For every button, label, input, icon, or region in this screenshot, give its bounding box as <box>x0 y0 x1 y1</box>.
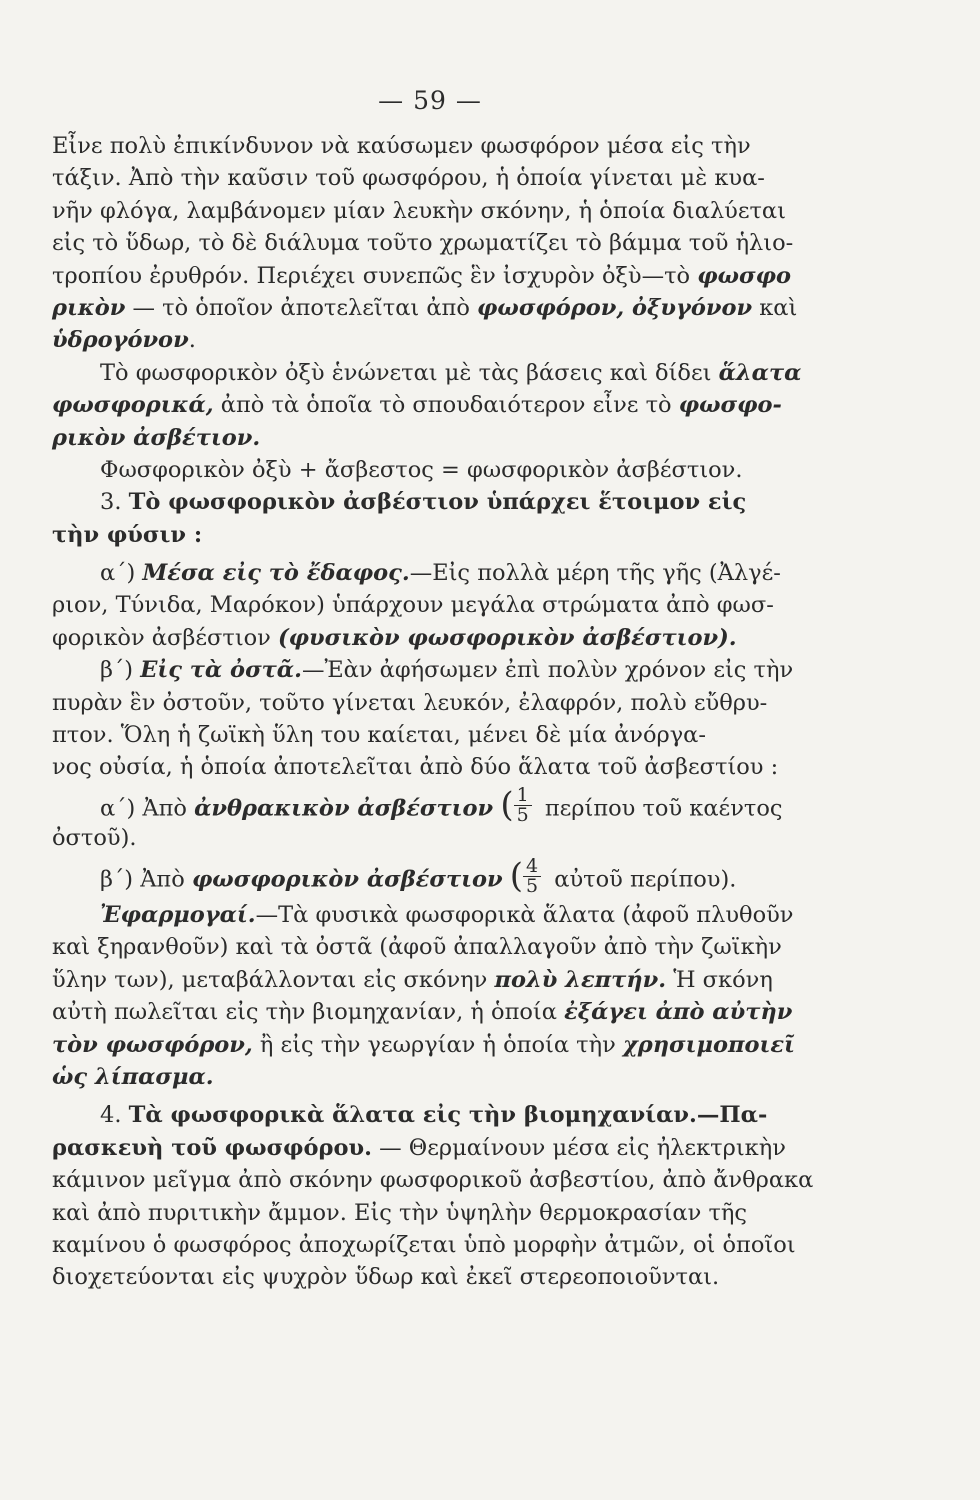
text: ἀπὸ τὰ ὁποῖα τὸ σπουδαιότερον εἶνε τὸ <box>213 392 679 419</box>
text-line <box>52 996 852 1028</box>
text-line <box>52 1261 852 1293</box>
heading-text: τὴν φύσιν : <box>52 521 203 548</box>
text: τάξιν. Ἀπὸ τὴν καῦσιν τοῦ φωσφόρου, ἡ ὁποία γίνεται μὲ κυα- <box>52 165 765 192</box>
text: — Θερμαίνουν μέσα εἰς ἠλεκτρικὴν <box>371 1134 786 1161</box>
emphasis: Μέσα εἰς τὸ ἔδαφος. <box>142 560 410 587</box>
text-line <box>52 227 852 259</box>
text-line <box>52 557 852 589</box>
text-line <box>52 1061 852 1093</box>
equation: Φωσφορικὸν ὀξὺ + ἄσβεστος = φωσφορικὸν ἀσβέστιον. <box>100 456 743 483</box>
text-line: α΄) Ἀπὸ ἀνθρακικὸν ἀσβέστιον ( $\frac{1}{5}$ περίπου τοῦ καέντος <box>100 783 783 826</box>
text: διοχετεύονται εἰς ψυχρὸν ὕδωρ καὶ ἐκεῖ στερεοποιοῦνται. <box>52 1264 720 1291</box>
section-heading <box>52 486 852 518</box>
text: καμίνου ὁ φωσφόρος ἀποχωρίζεται ὑπὸ μορφὴν ἀτμῶν, οἱ ὁποῖοι <box>52 1231 796 1258</box>
text: β΄) Ἀπὸ <box>100 866 192 893</box>
page-body <box>52 130 852 1294</box>
emphasis: τὸν φωσφόρον, <box>52 1031 253 1058</box>
emphasis: φωσφο- <box>678 392 782 419</box>
fraction <box>523 854 541 897</box>
text: ὀστοῦ). <box>52 825 137 852</box>
text-line <box>52 1132 852 1164</box>
text: εἰς τὸ ὕδωρ, τὸ δὲ διάλυμα τοῦτο χρωματίζει τὸ βάμμα τοῦ ἡλιο- <box>52 230 794 257</box>
emphasis: φωσφορικὸν ἀσβέστιον <box>191 866 503 893</box>
text-line <box>52 357 852 389</box>
heading-text: Τὸ φωσφορικὸν ἀσβέστιον ὑπάρχει ἕτοιμον εἰς <box>128 489 747 516</box>
text-line <box>52 260 852 292</box>
text: α΄) Ἀπὸ <box>100 795 195 822</box>
heading-text: Τὰ φωσφορικὰ ἅλατα εἰς τὴν βιομηχανίαν.—Πα- <box>128 1102 768 1129</box>
text-line <box>52 751 852 783</box>
text-line <box>52 719 852 751</box>
text: Ἡ σκόνη <box>666 966 773 993</box>
fraction-denominator: 5 <box>526 874 539 897</box>
emphasis: χρησιμοποιεῖ <box>622 1031 795 1058</box>
emphasis: ρικὸν <box>52 294 126 321</box>
text: φορικὸν ἀσβέστιον <box>52 624 279 651</box>
section-number: 3. <box>100 489 129 516</box>
emphasis: φωσφο <box>697 262 792 289</box>
text: νος οὐσία, ἡ ὁποία ἀποτελεῖται ἀπὸ δύο ἅλατα τοῦ ἀσβεστίου : <box>52 754 779 781</box>
text-line <box>52 1029 852 1061</box>
text-line <box>52 1197 852 1229</box>
text-line <box>52 687 852 719</box>
text: καὶ ξηρανθοῦν) καὶ τὰ ὀστᾶ (ἀφοῦ ἀπαλλαγοῦν ἀπὸ τὴν ζωϊκὴν <box>52 934 782 961</box>
emphasis: ἐξάγει ἀπὸ αὐτὴν <box>564 999 793 1026</box>
text: ἢ εἰς τὴν γεωργίαν ἡ ὁποία τὴν <box>252 1031 623 1058</box>
text: α΄) <box>100 560 143 587</box>
text-line <box>52 964 852 996</box>
heading-text: ρασκευὴ τοῦ φωσφόρου. <box>52 1134 372 1161</box>
text: ριον, Τύνιδα, Μαρόκον) ὑπάρχουν μεγάλα στρώματα ἀπὸ φωσ- <box>52 592 774 619</box>
text: —Εἰς πολλὰ μέρη τῆς γῆς (Ἀλγέ- <box>409 560 781 587</box>
text-line <box>52 654 852 686</box>
text-line: β΄) Ἀπὸ φωσφορικὸν ἀσβέστιον ( $\frac{4}{5}$ αὐτοῦ περίπου). <box>100 854 737 897</box>
equation-line <box>52 454 852 486</box>
emphasis: φωσφορικά, <box>52 392 214 419</box>
text: πτον. Ὅλη ἡ ζωϊκὴ ὕλη του καίεται, μένει δὲ μία ἀνόργα- <box>52 722 706 749</box>
fraction-numerator: 4 <box>523 857 541 877</box>
text-line <box>52 324 852 356</box>
text: περίπου τοῦ καέντος <box>537 795 783 822</box>
text-line <box>52 931 852 963</box>
emphasis: Εἰς τὰ ὀστᾶ. <box>140 657 302 684</box>
text: αὐτὴ πωλεῖται εἰς τὴν βιομηχανίαν, ἡ ὁποία <box>52 999 565 1026</box>
emphasis: φωσφόρον, ὀξυγόνον <box>477 294 753 321</box>
section-number: 4. <box>100 1102 129 1129</box>
text: —Ἐὰν ἀφήσωμεν ἐπὶ πολὺν χρόνον εἰς τὴν <box>301 657 794 684</box>
text: αὐτοῦ περίπου). <box>547 866 737 893</box>
text-line <box>52 195 852 227</box>
emphasis: πολὺ λεπτήν. <box>494 966 667 993</box>
text: . <box>188 327 196 354</box>
text-line <box>52 1229 852 1261</box>
text: καὶ ἀπὸ πυριτικὴν ἄμμον. Εἰς τὴν ὑψηλὴν θερμοκρασίαν τῆς <box>52 1199 747 1226</box>
text-line <box>52 1164 852 1196</box>
text: νῆν φλόγα, λαμβάνομεν μίαν λευκὴν σκόνην, ἡ ὁποία διαλύεται <box>52 197 786 224</box>
text-line <box>52 292 852 324</box>
text: κάμινον μεῖγμα ἀπὸ σκόνην φωσφορικοῦ ἀσβεστίου, ἀπὸ ἄνθρακα <box>52 1167 814 1194</box>
text: —Τὰ φυσικὰ φωσφορικὰ ἅλατα (ἀφοῦ πλυθοῦν <box>255 901 794 928</box>
section-heading <box>52 1099 852 1131</box>
text: καὶ <box>752 294 798 321</box>
text: Εἶνε πολὺ ἐπικίνδυνον νὰ καύσωμεν φωσφόρον μέσα εἰς τὴν <box>52 133 751 159</box>
emphasis: ρικὸν ἀσβέτιον. <box>52 424 261 451</box>
text: ὕλην των), μεταβάλλονται εἰς σκόνην <box>52 966 495 993</box>
text-line <box>52 422 852 454</box>
fraction-denominator: 5 <box>516 803 529 826</box>
text-line <box>52 389 852 421</box>
text: β΄) <box>100 657 141 684</box>
emphasis: ἀνθρακικὸν ἀσβέστιον <box>194 795 494 822</box>
text: — τὸ ὁποῖον ἀποτελεῖται ἀπὸ <box>125 294 478 321</box>
text-line <box>52 130 852 162</box>
section-heading <box>52 519 852 551</box>
emphasis: (φυσικὸν φωσφορικὸν ἀσβέστιον). <box>278 624 737 651</box>
emphasis: Ἐφαρμογαί. <box>100 901 256 928</box>
text: τροπίου ἐρυθρόν. Περιέχει συνεπῶς ἓν ἰσχυρὸν ὀξὺ—τὸ <box>52 262 691 289</box>
text: Τὸ φωσφορικὸν ὀξὺ ἑνώνεται μὲ τὰς βάσεις καὶ δίδει <box>100 359 719 386</box>
text-line <box>52 589 852 621</box>
page-number: — 59 — <box>378 86 482 115</box>
fraction-numerator: 1 <box>514 786 532 806</box>
text-line <box>52 899 852 931</box>
emphasis: ἅλατα <box>718 359 802 386</box>
text-line <box>52 822 852 854</box>
text-line <box>52 622 852 654</box>
text: πυρὰν ἓν ὀστοῦν, τοῦτο γίνεται λευκόν, ἐλαφρόν, πολὺ εὔθρυ- <box>52 689 768 716</box>
emphasis: ὡς λίπασμα. <box>52 1063 214 1090</box>
text-line <box>52 162 852 194</box>
emphasis: ὑδρογόνον <box>52 327 189 354</box>
fraction <box>514 783 532 826</box>
